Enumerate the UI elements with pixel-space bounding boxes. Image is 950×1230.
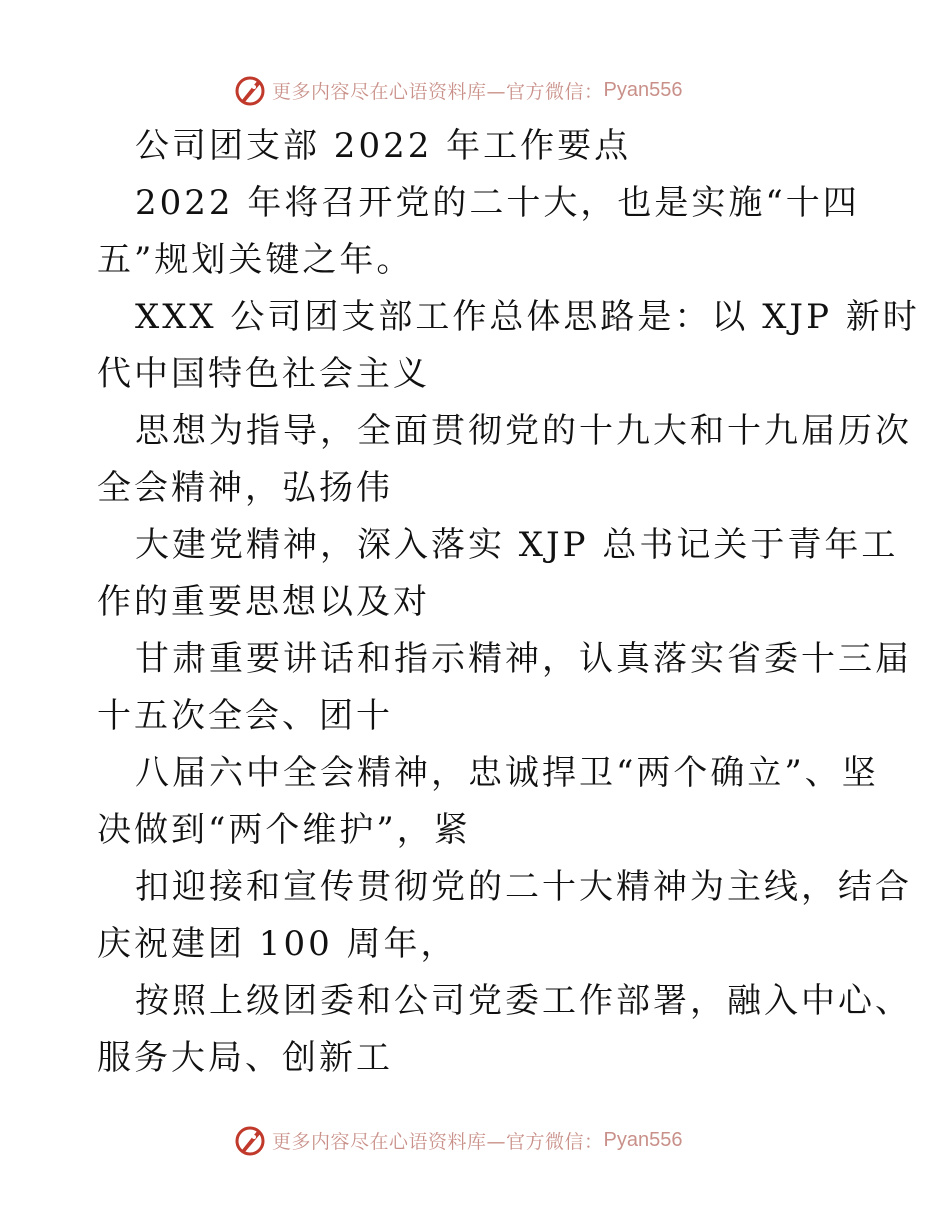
pen-nib-circle-icon bbox=[232, 72, 268, 108]
text-line: 思想为指导，全面贯彻党的十九大和十九届历次 bbox=[135, 411, 912, 451]
text-line: 扣迎接和宣传贯彻党的二十大精神为主线，结合 bbox=[135, 867, 912, 907]
text-line: 十五次全会、团十 bbox=[97, 696, 393, 736]
text-line: 五”规划关键之年。 bbox=[97, 240, 414, 280]
text-line: 甘肃重要讲话和指示精神，认真落实省委十三届 bbox=[135, 639, 912, 679]
document-title: 公司团支部 2022 年工作要点 bbox=[135, 126, 632, 166]
watermark-wechat-id: Pyan556 bbox=[603, 1128, 683, 1151]
text-line: 2022 年将召开党的二十大，也是实施“十四 bbox=[135, 183, 860, 223]
footer-watermark bbox=[232, 1120, 752, 1160]
watermark-text: 更多内容尽在心语资料库—官方微信： bbox=[272, 80, 604, 103]
text-line: 服务大局、创新工 bbox=[97, 1038, 393, 1078]
text-line: 八届六中全会精神，忠诚捍卫“两个确立”、坚 bbox=[135, 753, 879, 793]
text-line: 庆祝建团 100 周年， bbox=[97, 924, 458, 964]
text-line: 决做到“两个维护”，紧 bbox=[97, 810, 471, 850]
text-line: XXX 公司团支部工作总体思路是：以 XJP 新时 bbox=[135, 297, 920, 337]
text-line: 代中国特色社会主义 bbox=[97, 354, 430, 394]
document-body bbox=[97, 118, 920, 1087]
text-line: 大建党精神，深入落实 XJP 总书记关于青年工 bbox=[135, 525, 899, 565]
pen-nib-circle-icon bbox=[232, 1122, 268, 1158]
watermark-wechat-id: Pyan556 bbox=[603, 78, 683, 101]
text-line: 全会精神，弘扬伟 bbox=[97, 468, 393, 508]
watermark-text: 更多内容尽在心语资料库—官方微信： bbox=[272, 1130, 604, 1153]
text-line: 按照上级团委和公司党委工作部署，融入中心、 bbox=[135, 981, 912, 1021]
text-line: 作的重要思想以及对 bbox=[97, 582, 430, 622]
header-watermark bbox=[232, 70, 752, 110]
